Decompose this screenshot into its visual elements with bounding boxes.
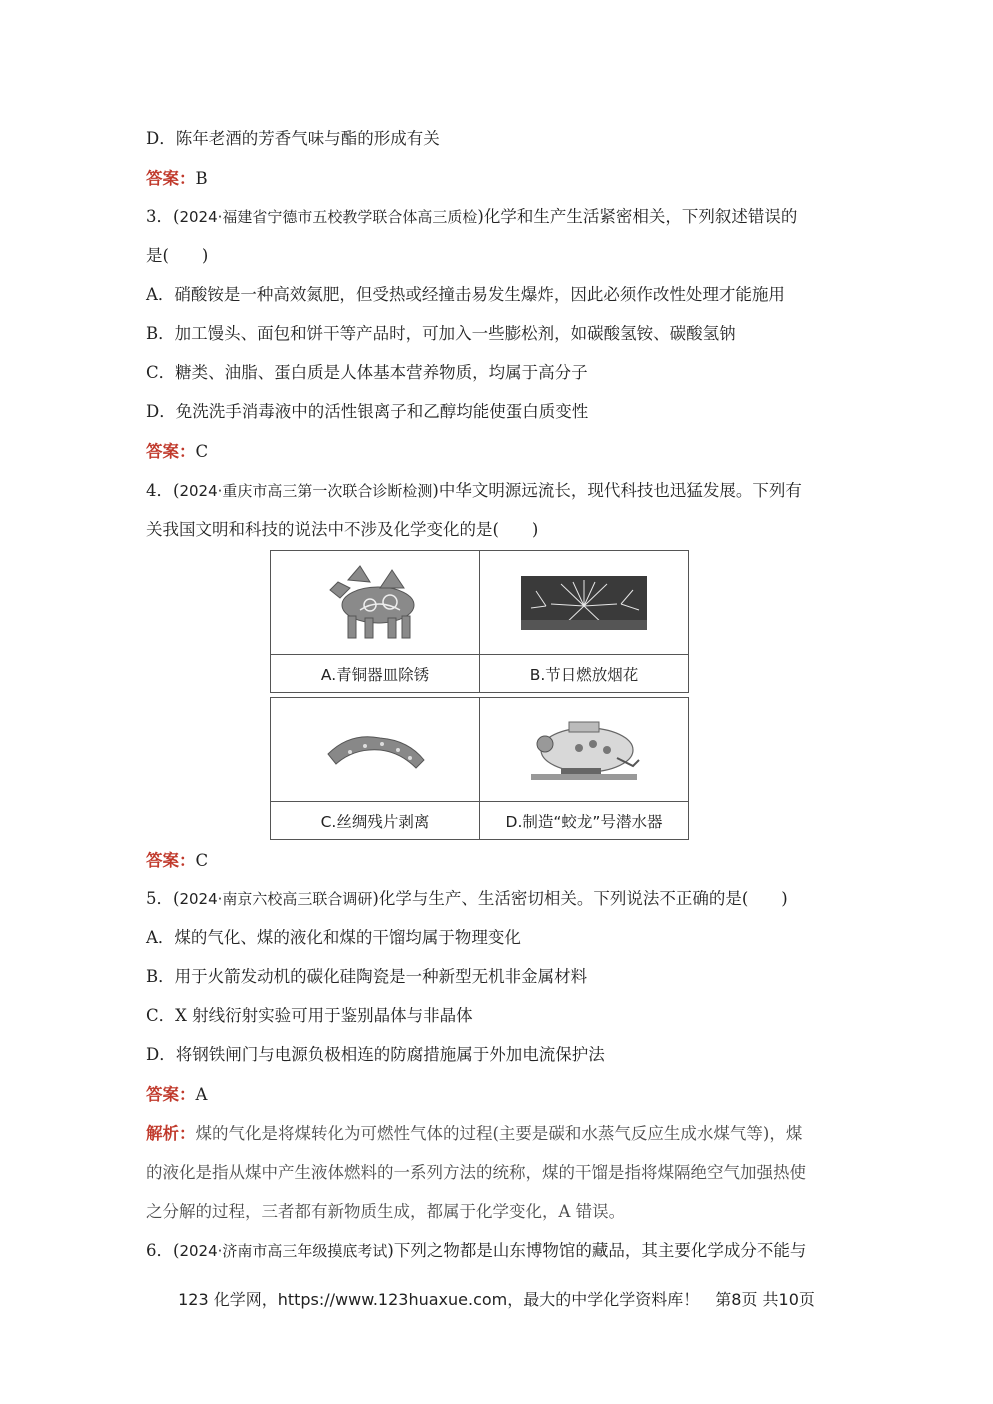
q5-option-d: D．将钢铁闸门与电源负极相连的防腐措施属于外加电流保护法	[146, 1045, 605, 1064]
question-5: 5．(2024·南京六校高三联合调研)化学与生产、生活密切相关。下列说法不正确的是( )	[146, 889, 788, 908]
question-4: 4．(2024·重庆市高三第一次联合诊断检测)中华文明源远流长，现代科技也迅猛发展。下列有	[146, 481, 802, 500]
explanation-line-3: 之分解的过程，三者都有新物质生成，都属于化学变化，A 错误。	[146, 1202, 626, 1221]
q5-option-a: A．煤的气化、煤的液化和煤的干馏均属于物理变化	[146, 928, 521, 947]
silk-fragment-image	[320, 720, 430, 780]
option-a-caption: A.青铜器皿除锈	[271, 655, 480, 693]
option-c-image	[271, 698, 480, 802]
submersible-image	[521, 710, 647, 790]
answer-4: 答案：C	[146, 851, 209, 870]
options-table	[270, 550, 689, 840]
answer-5: 答案：A	[146, 1085, 208, 1104]
page-footer: 123 化学网，https://www.123huaxue.com，最大的中学化学资料库！ 第8页 共10页	[178, 1290, 815, 1309]
answer-3: 答案：C	[146, 442, 209, 461]
q5-option-c: C．X 射线衍射实验可用于鉴别晶体与非晶体	[146, 1006, 473, 1025]
q3-option-a: A．硝酸铵是一种高效氮肥，但受热或经撞击易发生爆炸，因此必须作改性处理才能施用	[146, 285, 785, 304]
option-b-image	[480, 551, 689, 655]
fireworks-image	[521, 576, 647, 630]
question-4-cont: 关我国文明和科技的说法中不涉及化学变化的是( )	[146, 520, 539, 539]
question-6: 6．(2024·济南市高三年级摸底考试)下列之物都是山东博物馆的藏品，其主要化学成分不能与	[146, 1241, 807, 1260]
option-b-caption: B.节日燃放烟花	[480, 655, 689, 693]
option-c-caption: C.丝绸残片剥离	[271, 802, 480, 840]
option-d-image	[480, 698, 689, 802]
option-d-caption: D.制造“蛟龙”号潜水器	[480, 802, 689, 840]
bronze-ox-image	[320, 560, 430, 645]
q3-option-b: B．加工馒头、面包和饼干等产品时，可加入一些膨松剂，如碳酸氢铵、碳酸氢钠	[146, 324, 736, 343]
q2-option-d: D．陈年老酒的芳香气味与酯的形成有关	[146, 129, 440, 148]
option-a-image	[271, 551, 480, 655]
explanation-line-1: 解析：煤的气化是将煤转化为可燃性气体的过程(主要是碳和水蒸气反应生成水煤气等)，煤	[146, 1124, 803, 1143]
question-3-cont: 是( )	[146, 246, 209, 265]
explanation-line-2: 的液化是指从煤中产生液体燃料的一系列方法的统称，煤的干馏是指将煤隔绝空气加强热使	[146, 1163, 806, 1182]
question-3: 3．(2024·福建省宁德市五校教学联合体高三质检)化学和生产生活紧密相关，下列叙述错误的	[146, 207, 798, 226]
q5-option-b: B．用于火箭发动机的碳化硅陶瓷是一种新型无机非金属材料	[146, 967, 588, 986]
answer-2: 答案：B	[146, 169, 208, 188]
q3-option-c: C．糖类、油脂、蛋白质是人体基本营养物质，均属于高分子	[146, 363, 588, 382]
q3-option-d: D．免洗洗手消毒液中的活性银离子和乙醇均能使蛋白质变性	[146, 402, 589, 421]
